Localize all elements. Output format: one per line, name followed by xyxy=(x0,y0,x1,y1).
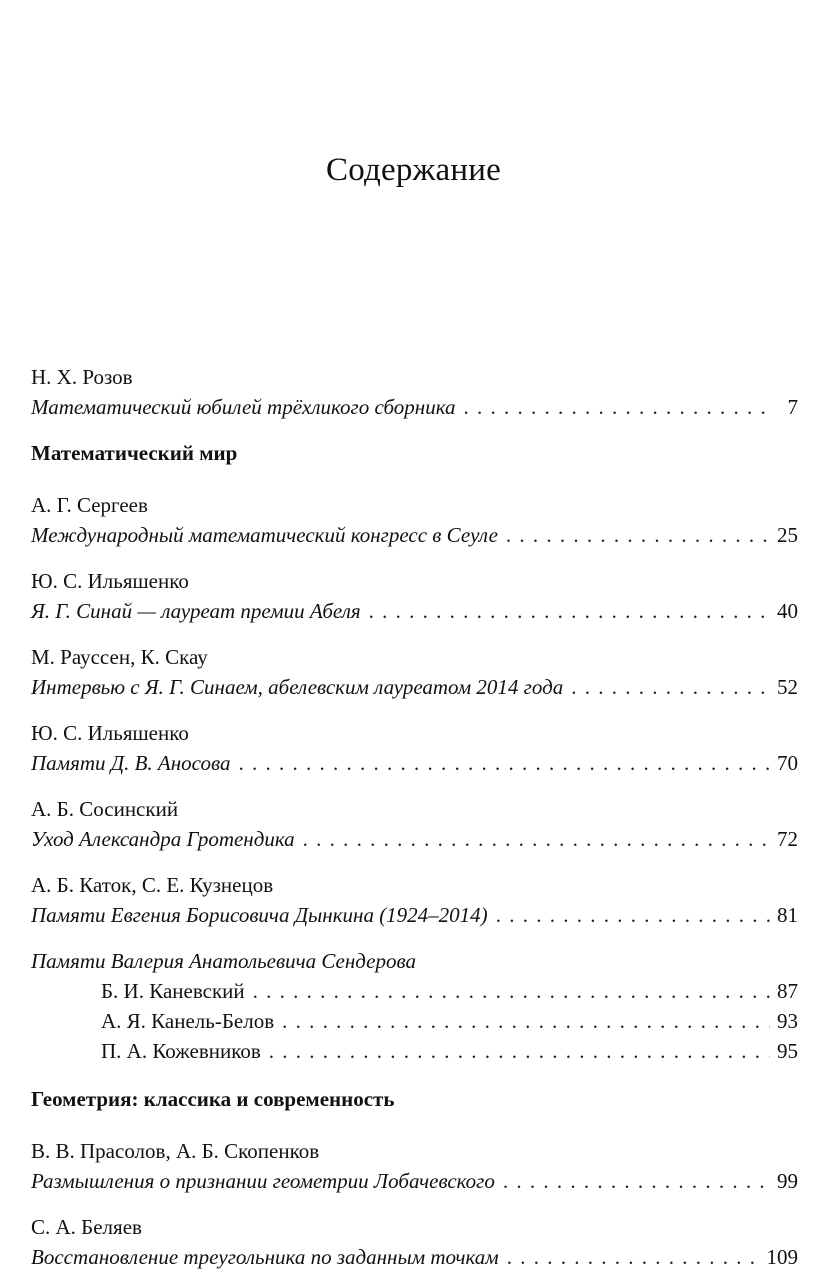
toc-entry xyxy=(31,870,798,930)
entry-page-number: 109 xyxy=(766,1245,798,1269)
toc-entry xyxy=(31,490,798,550)
group-title: Памяти Валерия Анатольевича Сендерова xyxy=(31,949,416,973)
dot-leader xyxy=(464,392,770,422)
entry-title: Размышления о признании геометрии Лобачевского xyxy=(31,1169,495,1193)
entry-page-number: 70 xyxy=(777,751,798,775)
toc-entry xyxy=(31,566,798,626)
entry-page-number: 87 xyxy=(777,979,798,1003)
entry-page-number: 99 xyxy=(777,1169,798,1193)
group-item-author: П. А. Кожевников xyxy=(101,1039,261,1063)
entry-author: А. Б. Сосинский xyxy=(31,797,179,821)
entry-title: Памяти Д. В. Аносова xyxy=(31,751,231,775)
toc-entry xyxy=(31,1136,798,1196)
entry-author: М. Рауссен, К. Скау xyxy=(31,645,208,669)
dot-leader xyxy=(253,976,770,1006)
entry-title: Восстановление треугольника по заданным точкам xyxy=(31,1245,499,1269)
entry-page-number: 7 xyxy=(787,395,798,419)
entry-line[interactable] xyxy=(31,1242,798,1272)
entry-line[interactable] xyxy=(31,748,798,778)
entry-author: Н. Х. Розов xyxy=(31,365,133,389)
entry-title: Международный математический конгресс в Сеуле xyxy=(31,523,498,547)
entry-line[interactable] xyxy=(31,392,798,422)
entry-author: А. Б. Каток, С. Е. Кузнецов xyxy=(31,873,274,897)
entry-title: Памяти Евгения Борисовича Дынкина (1924–2014) xyxy=(31,903,488,927)
group-item-author: Б. И. Каневский xyxy=(101,979,245,1003)
group-item-line[interactable] xyxy=(101,1006,798,1036)
entry-title: Я. Г. Синай — лауреат премии Абеля xyxy=(31,599,361,623)
entry-author: Ю. С. Ильяшенко xyxy=(31,569,189,593)
entry-line[interactable] xyxy=(31,900,798,930)
dot-leader xyxy=(303,824,770,854)
entry-author: А. Г. Сергеев xyxy=(31,493,148,517)
section-heading: Геометрия: классика и современность xyxy=(31,1087,395,1111)
entry-page-number: 52 xyxy=(777,675,798,699)
entry-page-number: 25 xyxy=(777,523,798,547)
toc-entry-intro xyxy=(31,362,798,422)
toc-group xyxy=(31,946,798,1066)
entry-line[interactable] xyxy=(31,520,798,550)
entry-author: С. А. Беляев xyxy=(31,1215,142,1239)
entry-line[interactable] xyxy=(31,1166,798,1196)
group-item-line[interactable] xyxy=(101,976,798,1006)
dot-leader xyxy=(571,672,770,702)
dot-leader xyxy=(496,900,770,930)
section-heading: Математический мир xyxy=(31,441,238,465)
entry-line[interactable] xyxy=(31,596,798,626)
entry-page-number: 81 xyxy=(777,903,798,927)
group-item-line[interactable] xyxy=(101,1036,798,1066)
page-title: Содержание xyxy=(326,152,501,188)
entry-title: Математический юбилей трёхликого сборника xyxy=(31,395,456,419)
entry-title: Уход Александра Гротендика xyxy=(31,827,295,851)
group-item-author: А. Я. Канель-Белов xyxy=(101,1009,275,1033)
entry-page-number: 93 xyxy=(777,1009,798,1033)
table-of-contents xyxy=(31,362,798,1288)
dot-leader xyxy=(282,1006,770,1036)
entry-page-number: 72 xyxy=(777,827,798,851)
toc-entry xyxy=(31,718,798,778)
dot-leader xyxy=(269,1036,770,1066)
toc-entry xyxy=(31,794,798,854)
entry-line[interactable] xyxy=(31,672,798,702)
entry-author: Ю. С. Ильяшенко xyxy=(31,721,189,745)
toc-entry xyxy=(31,642,798,702)
entry-title: Интервью с Я. Г. Синаем, абелевским лауреатом 2014 года xyxy=(31,675,564,699)
dot-leader xyxy=(503,1166,770,1196)
toc-entry xyxy=(31,1212,798,1272)
entry-page-number: 95 xyxy=(777,1039,798,1063)
group-items xyxy=(31,976,798,1066)
entry-page-number: 40 xyxy=(777,599,798,623)
entry-author: В. В. Прасолов, А. Б. Скопенков xyxy=(31,1139,320,1163)
dot-leader xyxy=(238,748,770,778)
dot-leader xyxy=(506,520,770,550)
entry-line[interactable] xyxy=(31,824,798,854)
dot-leader xyxy=(507,1242,763,1272)
dot-leader xyxy=(369,596,770,626)
